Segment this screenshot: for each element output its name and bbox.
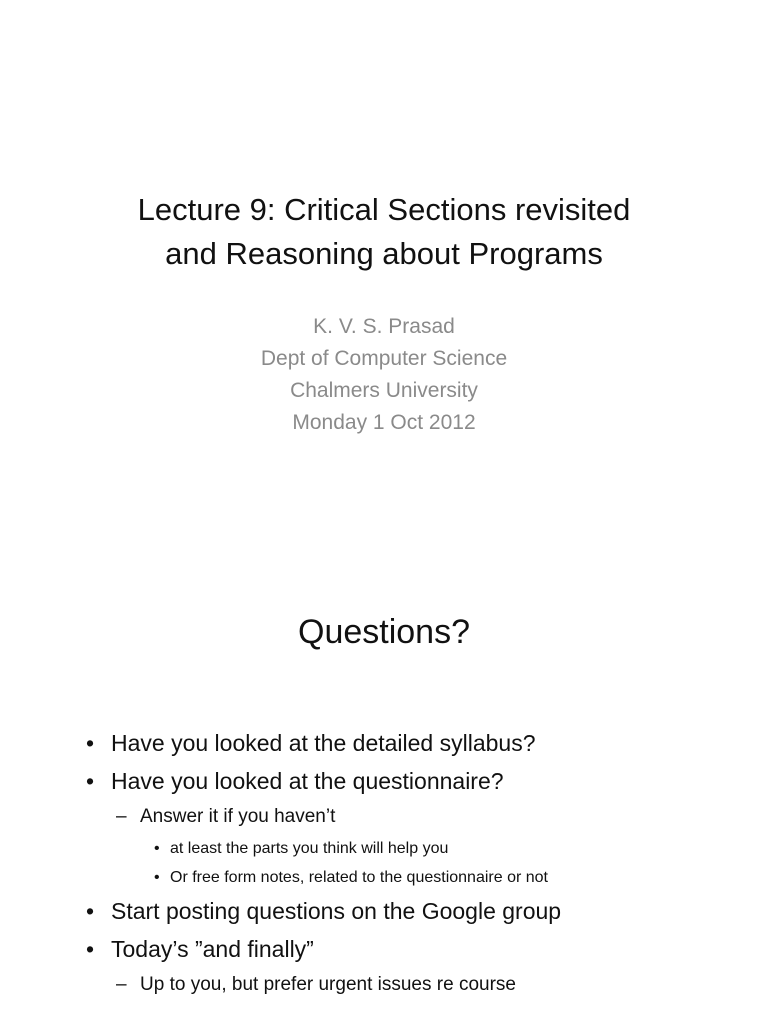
bullet-marker: • xyxy=(86,898,95,924)
bullet-list xyxy=(86,724,746,1002)
bullet-text: Up to you, but prefer urgent issues re course xyxy=(140,974,516,995)
dash-marker: – xyxy=(116,806,127,827)
bullet-marker: • xyxy=(86,730,95,756)
lecture-date: Monday 1 Oct 2012 xyxy=(292,411,476,434)
bullet-text: at least the parts you think will help you xyxy=(170,840,449,857)
lecture-title xyxy=(0,188,768,276)
bullet-text: Or free form notes, related to the questionnaire or not xyxy=(170,869,548,886)
author-name: K. V. S. Prasad xyxy=(313,315,455,338)
dash-marker: – xyxy=(116,974,127,995)
slide-title: Questions? xyxy=(298,613,470,651)
bullet-item xyxy=(86,724,746,762)
bullet-text: Have you looked at the detailed syllabus? xyxy=(111,730,536,756)
lecture-title-line: and Reasoning about Programs xyxy=(165,236,603,271)
questions-slide xyxy=(0,512,768,1024)
bullet-item xyxy=(86,892,746,930)
bullet-text: Start posting questions on the Google group xyxy=(111,898,562,924)
lecture-title-line: Lecture 9: Critical Sections revisited xyxy=(137,192,631,227)
sub-bullet-item xyxy=(86,968,746,1002)
sub-bullet-item xyxy=(86,800,746,834)
bullet-marker: • xyxy=(154,840,160,857)
bullet-text: Today’s ”and finally” xyxy=(111,936,314,962)
sub-sub-bullet-item xyxy=(86,834,746,863)
author-info xyxy=(0,311,768,439)
department: Dept of Computer Science xyxy=(260,347,508,370)
sub-sub-bullet-item xyxy=(86,863,746,892)
bullet-marker: • xyxy=(86,768,95,794)
bullet-text: Have you looked at the questionnaire? xyxy=(111,768,504,794)
bullet-item xyxy=(86,762,746,800)
bullet-marker: • xyxy=(154,869,160,886)
bullet-marker: • xyxy=(86,936,95,962)
bullet-text: Answer it if you haven’t xyxy=(140,806,336,827)
university: Chalmers University xyxy=(290,379,478,402)
bullet-item xyxy=(86,930,746,968)
